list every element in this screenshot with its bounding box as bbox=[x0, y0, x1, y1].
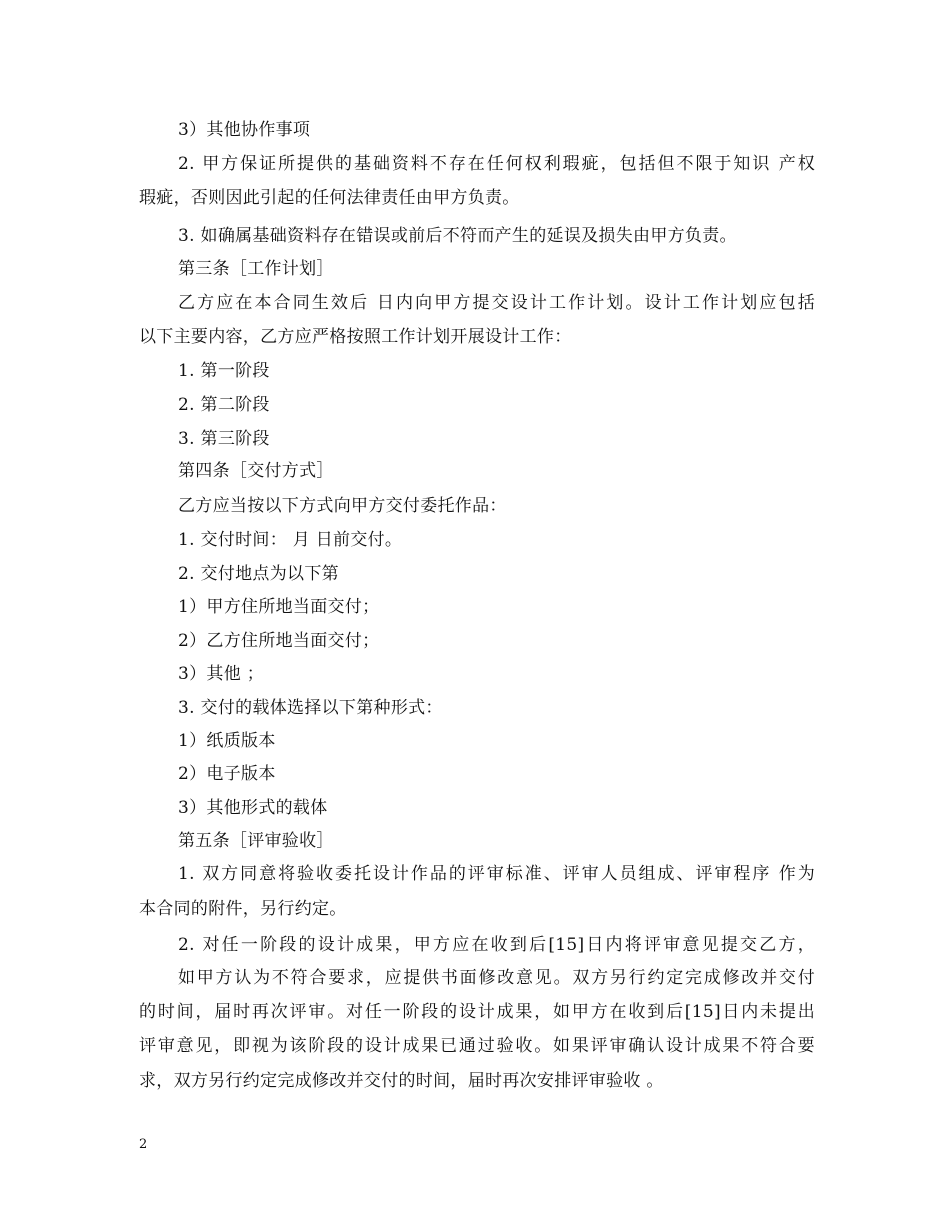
text-line: 1. 第一阶段 bbox=[178, 361, 270, 381]
text-line: 1. 双方同意将验收委托设计作品的评审标准、评审人员组成、评审程序 作为 bbox=[178, 864, 815, 884]
text-line: 2. 交付地点为以下第 bbox=[178, 564, 339, 584]
section-heading: 第三条［工作计划］ bbox=[178, 259, 334, 279]
page-number: 2 bbox=[139, 1137, 148, 1152]
text-line: 2. 第二阶段 bbox=[178, 395, 270, 415]
text-line: 1. 交付时间： 月 日前交付。 bbox=[178, 530, 403, 550]
section-heading: 第四条［交付方式］ bbox=[178, 461, 334, 481]
text-line: 如甲方认为不符合要求，应提供书面修改意见。双方另行约定完成修改并交付 bbox=[178, 968, 815, 988]
text-line: 1）甲方住所地当面交付； bbox=[178, 597, 380, 617]
text-line: 求，双方另行约定完成修改并交付的时间，届时再次安排评审验收 。 bbox=[139, 1071, 664, 1091]
text-line: 3. 如确属基础资料存在错误或前后不符而产生的延误及损失由甲方负责。 bbox=[178, 226, 737, 246]
text-line: 2）电子版本 bbox=[178, 764, 276, 784]
text-line: 2）乙方住所地当面交付； bbox=[178, 631, 380, 651]
text-line: 3）其他 ； bbox=[178, 664, 265, 684]
text-line: 乙方应在本合同生效后 日内向甲方提交设计工作计划。设计工作计划应包括 bbox=[178, 293, 815, 313]
text-line: 1）纸质版本 bbox=[178, 731, 276, 751]
text-line: 3. 第三阶段 bbox=[178, 429, 270, 449]
text-line: 以下主要内容，乙方应严格按照工作计划开展设计工作： bbox=[139, 327, 572, 347]
text-line: 3. 交付的载体选择以下第种形式： bbox=[178, 698, 443, 718]
text-line: 的时间，届时再次评审。对任一阶段的设计成果，如甲方在收到后[15]日内未提出 bbox=[139, 1002, 815, 1022]
text-line: 3）其他形式的载体 bbox=[178, 798, 328, 818]
text-line: 3）其他协作事项 bbox=[178, 120, 311, 140]
text-line: 瑕疵，否则因此引起的任何法律责任由甲方负责。 bbox=[139, 188, 520, 208]
text-line: 乙方应当按以下方式向甲方交付委托作品： bbox=[178, 496, 507, 516]
text-line: 本合同的附件，另行约定。 bbox=[139, 899, 347, 919]
section-heading: 第五条［评审验收］ bbox=[178, 831, 334, 851]
text-line: 评审意见，即视为该阶段的设计成果已通过验收。如果评审确认设计成果不符合要 bbox=[139, 1036, 815, 1056]
text-line: 2. 甲方保证所提供的基础资料不存在任何权利瑕疵，包括但不限于知识 产权 bbox=[178, 154, 815, 174]
text-line: 2. 对任一阶段的设计成果，甲方应在收到后[15]日内将评审意见提交乙方， bbox=[178, 935, 815, 955]
